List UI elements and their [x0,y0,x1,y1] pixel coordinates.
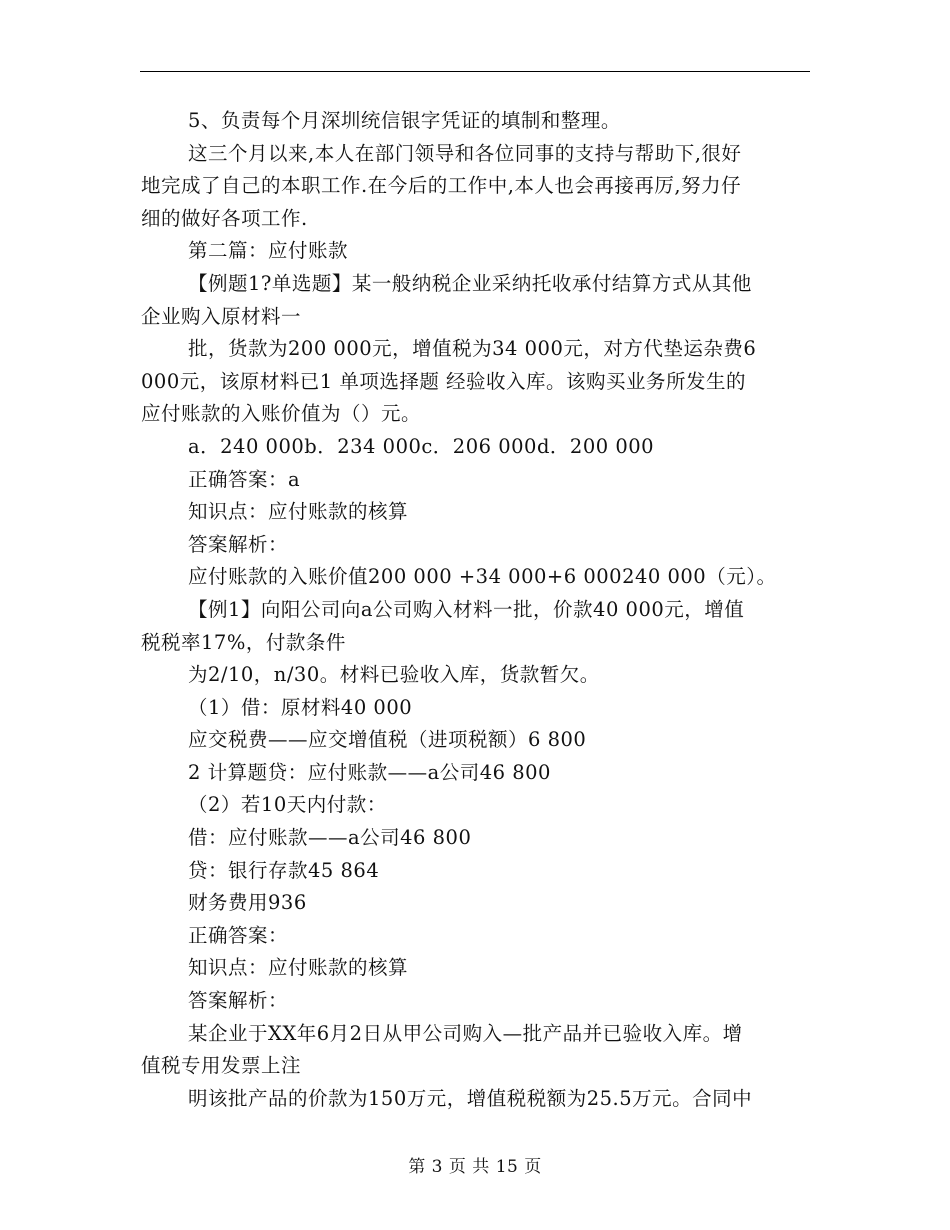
text-line: 正确答案： [188,923,289,947]
text-line: 000元，该原材料已1 单项选择题 经验收入库。该购买业务所发生的 [141,369,747,393]
text-line: 明该批产品的价款为150万元，增值税税额为25.5万元。合同中 [188,1086,753,1110]
text-line: 为2/10，n/30。材料已验收入库，货款暂欠。 [188,663,600,687]
text-line: 值税专用发票上注 [141,1054,302,1078]
text-line: 知识点：应付账款的核算 [188,500,409,524]
text-line: 地完成了自己的本职工作.在今后的工作中,本人也会再接再厉,努力仔 [141,174,742,198]
text-line: 借：应付账款——a公司46 800 [188,826,472,850]
text-line: 第二篇：应付账款 [188,239,349,263]
text-line: 【例1】向阳公司向a公司购入材料一批，价款40 000元，增值 [188,597,745,621]
text-line: 税税率17%，付款条件 [141,630,346,654]
text-line: 应交税费——应交增值税（进项税额）6 800 [188,728,587,752]
header-rule [140,71,810,72]
text-line: 正确答案：a [188,467,301,491]
text-line: 应付账款的入账价值为（）元。 [141,402,422,426]
text-line: 5、负责每个月深圳统信银字凭证的填制和整理。 [188,109,621,132]
text-line: （1）借：原材料40 000 [188,695,413,719]
text-line: 企业购入原材料一 [141,304,302,328]
text-line: 某企业于XX年6月2日从甲公司购入—批产品并已验收入库。增 [188,1021,743,1045]
text-line: 2 计算题贷：应付账款——a公司46 800 [188,760,551,784]
text-line: 答案解析： [188,989,289,1013]
page-footer: 第 3 页 共 15 页 [408,1157,542,1177]
text-line: 知识点：应付账款的核算 [188,956,409,980]
text-line: 贷：银行存款45 864 [188,858,380,882]
text-line: a．240 000b．234 000c．206 000d．200 000 [188,434,655,458]
text-line: （2）若10天内付款： [188,793,387,817]
text-line: 【例题1?单选题】某一般纳税企业采纳托收承付结算方式从其他 [188,271,752,295]
text-line: 答案解析： [188,532,289,556]
body-text [141,105,809,1115]
text-line: 这三个月以来,本人在部门领导和各位同事的支持与帮助下,很好 [188,141,742,165]
text-line: 批，货款为200 000元，增值税为34 000元，对方代垫运杂费6 [188,337,757,361]
text-line: 细的做好各项工作. [141,206,308,230]
text-line: 财务费用936 [188,891,307,915]
text-line: 应付账款的入账价值200 000 +34 000+6 000240 000（元）。 [188,565,777,589]
